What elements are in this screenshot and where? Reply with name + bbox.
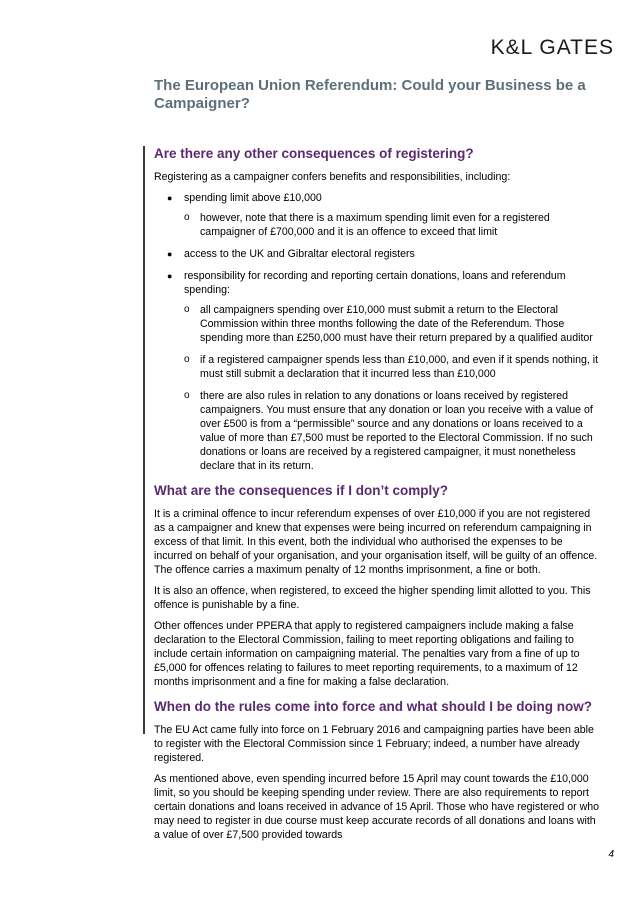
list-item <box>154 247 600 261</box>
sub-list-item-text: all campaigners spending over £10,000 must submit a return to the Electoral Commission within three months following the date of the Referendum. Those spending more than £250,000 must have their return prepared by a qualified auditor <box>200 304 593 344</box>
section-rules-in-force <box>154 699 600 842</box>
section-heading: What are the consequences if I don’t comply? <box>154 483 449 498</box>
sub-list-item <box>154 353 600 381</box>
bullet-list <box>154 191 600 473</box>
paragraph: It is also an offence, when registered, to exceed the higher spending limit allotted to you. This offence is punishable by a fine. <box>154 585 591 611</box>
sub-list-item <box>154 303 600 345</box>
section-consequences-registering <box>154 146 600 473</box>
section-intro: Registering as a campaigner confers benefits and responsibilities, including: <box>154 171 511 183</box>
bullet-icon: ● <box>167 193 173 203</box>
left-margin-rule <box>143 146 145 734</box>
sub-list-item-text: if a registered campaigner spends less than £10,000, and even if it spends nothing, it must still submit a declaration that it incurred less than £10,000 <box>200 354 599 380</box>
main-content <box>154 146 600 849</box>
section-heading: When do the rules come into force and what should I be doing now? <box>154 699 593 714</box>
list-item-text: spending limit above £10,000 <box>184 192 322 204</box>
paragraph: As mentioned above, even spending incurred before 15 April may count towards the £10,000 limit, so you should be keeping spending under review. There are also requirements to report certain donations and loans received in advance of 15 April. Those who have registered or who may need to register in due course must keep accurate records of all donations and loans with a value of over £7,500 provided towards <box>154 773 600 841</box>
page-number: 4 <box>608 849 614 860</box>
circle-bullet-icon: o <box>184 212 190 223</box>
sub-list <box>154 303 600 473</box>
sub-list-item <box>154 389 600 473</box>
bullet-icon: ● <box>167 271 173 281</box>
sub-list-item-text: there are also rules in relation to any donations or loans received by registered campaigners. You must ensure that any donation or loan you receive with a value of over £500 is from a “permissible” source and any donations or loans received to a value of more than £7,500 must be reported to the Electoral Commission. If no such donations or loans are received by a registered campaigner, it must nonetheless declare that in its return. <box>200 390 593 472</box>
company-logo: K&L GATES <box>490 36 614 59</box>
paragraph: The EU Act came fully into force on 1 February 2016 and campaigning parties have been able to register with the Electoral Commission since 1 February; indeed, a number have already registered. <box>154 724 594 764</box>
paragraph: Other offences under PPERA that apply to registered campaigners include making a false declaration to the Electoral Commission, failing to meet reporting obligations and failing to include certain information on campaigning material. The penalties vary from a fine of up to £5,000 for offences relating to failures to meet reporting requirements, to a maximum of 12 months imprisonment and a fine for making a false declaration. <box>154 620 580 688</box>
circle-bullet-icon: o <box>184 304 190 315</box>
sub-list <box>154 211 600 239</box>
list-item-text: responsibility for recording and reporting certain donations, loans and referendum spending: <box>184 270 566 296</box>
section-heading: Are there any other consequences of registering? <box>154 146 474 161</box>
list-item <box>154 269 600 473</box>
sub-list-item <box>154 211 600 239</box>
sub-list-item-text: however, note that there is a maximum spending limit even for a registered campaigner of £700,000 and it is an offence to exceed that limit <box>200 212 550 238</box>
document-title: The European Union Referendum: Could your Business be a Campaigner? <box>154 77 586 112</box>
bullet-icon: ● <box>167 249 173 259</box>
paragraph: It is a criminal offence to incur referendum expenses of over £10,000 if you are not registered as a campaigner and knew that expenses were being incurred on referendum campaigning in excess of that limit. In this event, both the individual who authorised the expenses to be incurred on behalf of your organisation, and your organisation itself, will be guilty of an offence. The offence carries a maximum penalty of 12 months imprisonment, a fine or both. <box>154 508 598 576</box>
list-item <box>154 191 600 239</box>
circle-bullet-icon: o <box>184 390 190 401</box>
circle-bullet-icon: o <box>184 354 190 365</box>
section-consequences-noncompliance <box>154 483 600 689</box>
list-item-text: access to the UK and Gibraltar electoral registers <box>184 248 415 260</box>
